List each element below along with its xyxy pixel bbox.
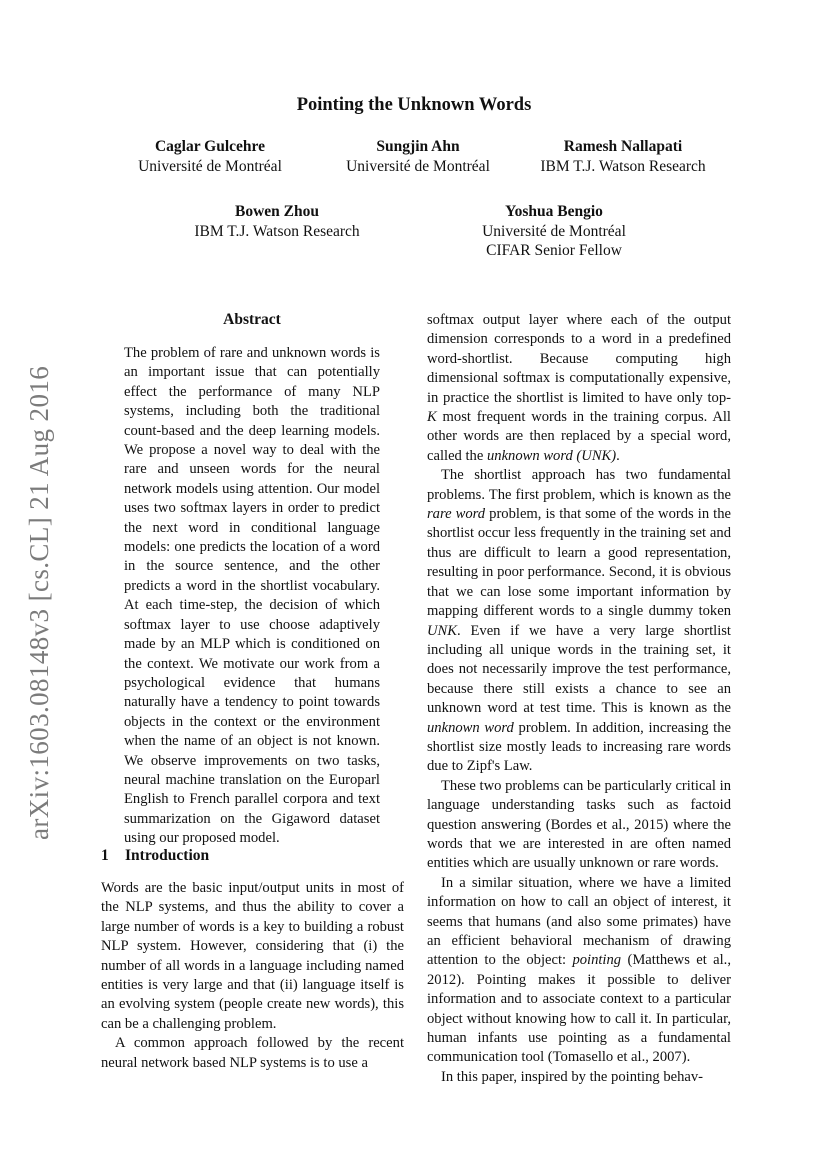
author-affiliation: Université de Montréal — [346, 157, 490, 175]
author-name: Caglar Gulcehre — [154, 138, 266, 155]
author-affiliation: IBM T.J. Watson Research — [540, 157, 706, 175]
section-heading-introduction — [101, 847, 209, 865]
abstract-heading: Abstract — [223, 311, 281, 328]
author-name: Sungjin Ahn — [376, 138, 460, 155]
author-affiliation: IBM T.J. Watson Research — [194, 222, 360, 240]
intro-paragraph-1: Words are the basic input/output units in most of the NLP systems, and thus the ability to cover a large number of words is a key to building a robust NLP system. However, considering that (i) the number of all words in a language including named entities is very large and that (ii) language itself is an evolving system (people create new words), this can be a challenging problem. — [101, 880, 404, 1032]
author-affiliation-secondary: CIFAR Senior Fellow — [486, 242, 622, 259]
right-paragraph-3: These two problems can be particularly critical in language understanding tasks such as factoid question answering (Bordes et al., 2015) where the words that we are interested in are often named entities which are usually unknown or rare words. — [427, 777, 731, 872]
section-title: Introduction — [125, 847, 210, 864]
right-paragraph-4: In a similar situation, where we have a limited information on how to call an object of interest, it seems that humans (and also some primates) have an efficient behavioral mechanism of drawing attention to the object: pointing (Matthews et al., 2012). Pointing makes it possible to deliver information and to associate context to a particular object without knowing how to call it. In particular, human infants use pointing as a fundamental communication tool (Tomasello et al., 2007). — [427, 874, 731, 1066]
author-block-4 — [167, 202, 387, 241]
intro-paragraph-2: A common approach followed by the recent neural network based NLP systems is to use a — [101, 1035, 404, 1071]
right-paragraph-5: In this paper, inspired by the pointing behav- — [441, 1068, 704, 1085]
arxiv-identifier: arXiv:1603.08148v3 [cs.CL] 21 Aug 2016 — [24, 365, 54, 840]
author-block-5 — [444, 202, 664, 261]
author-block-3 — [513, 137, 733, 176]
author-block-2 — [318, 137, 518, 176]
right-paragraph-2: The shortlist approach has two fundamental problems. The first problem, which is known as the rare word problem, is that some of the words in the shortlist occur less frequently in the training set and thus are difficult to learn a good representation, resulting in poor performance. Second, it is obvious that we can lose some important information by mapping different words to a single dummy token UNK. Even if we have a very large shortlist including all unique words in the training set, it does not necessarily improve the test performance, because there still exists a chance to see an unknown word at test time. This is known as the unknown word problem. In addition, increasing the shortlist size mostly leads to increasing rare words due to Zipf's Law. — [427, 467, 732, 775]
right-column-body — [427, 311, 732, 1085]
right-paragraph-1: softmax output layer where each of the output dimension corresponds to a word in a predefined word-shortlist. Because computing high dimensional softmax is computationally expensive, in practice the shortlist is limited to have only top-K most frequent words in the training corpus. All other words are then replaced by a special word, called the unknown word (UNK). — [427, 312, 731, 464]
author-name: Bowen Zhou — [235, 203, 319, 220]
author-name: Ramesh Nallapati — [563, 138, 683, 155]
author-block-1 — [110, 137, 310, 176]
section-number: 1 — [101, 847, 109, 864]
author-affiliation: Université de Montréal — [138, 157, 282, 175]
paper-title: Pointing the Unknown Words — [296, 95, 532, 115]
left-column-body — [101, 879, 404, 1069]
author-name: Yoshua Bengio — [505, 203, 603, 220]
author-affiliation: Université de Montréal — [482, 222, 626, 240]
abstract-text: The problem of rare and unknown words is an important issue that can potentially effect the performance of many NLP systems, including both the traditional count-based and the deep learning models. We propose a novel way to deal with the rare and unseen words for the neural network models using attention. Our model uses two softmax layers in order to predict the next word in conditional language models: one predicts the location of a word in the source sentence, and the other predicts a word in the shortlist vocabulary. At each time-step, the decision of which softmax layer to use choose adaptively made by an MLP which is conditioned on the context. We motivate our work from a psychological evidence that humans naturally have a tendency to point towards objects in the context or the environment when the name of an object is not known. We observe improvements on two tasks, neural machine translation on the Europarl English to French parallel corpora and text summarization on the Gigaword dataset using our proposed model. — [124, 345, 380, 847]
